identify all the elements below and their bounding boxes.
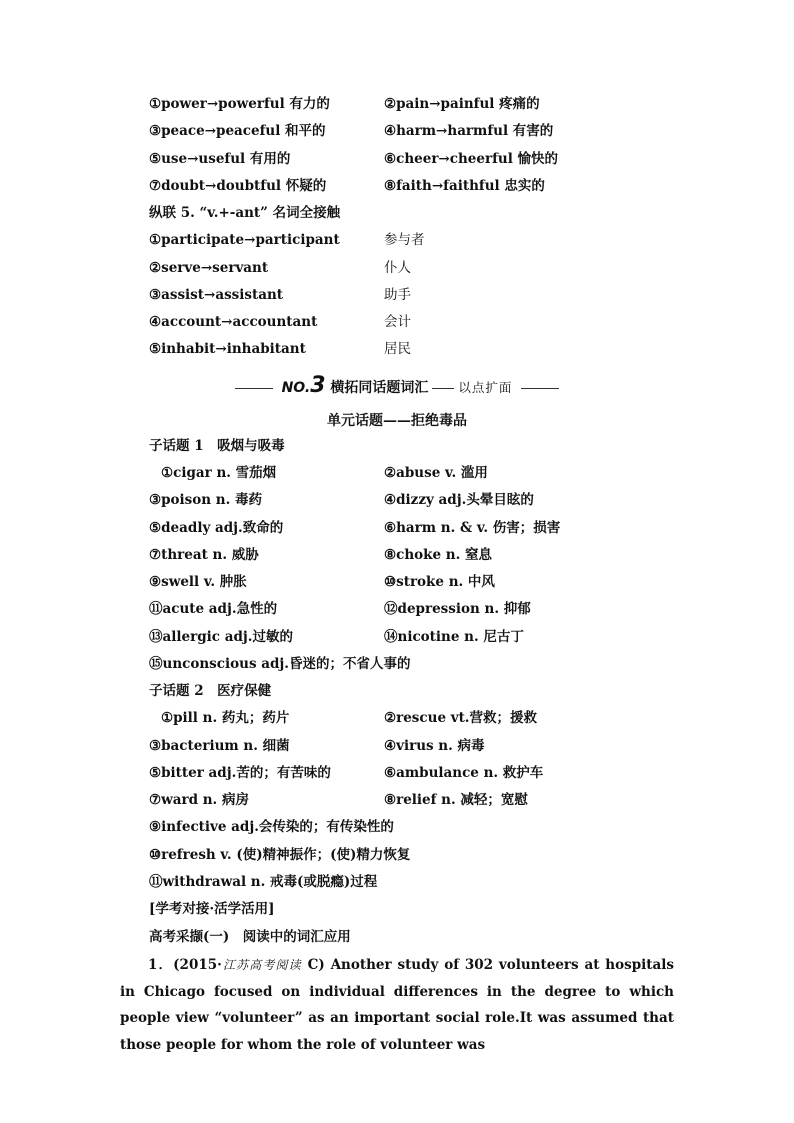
word-pair: ⑦doubt→doubtful 怀疑的 xyxy=(149,178,327,194)
vocab-item: ⑦ward n. 病房 xyxy=(149,792,249,808)
vocab-item: ⑭nicotine n. 尼古丁 xyxy=(384,629,524,645)
passage-lead: 1．(2015· xyxy=(148,957,222,973)
vocab-item: ⑩refresh v. (使)精神振作；(使)精力恢复 xyxy=(149,847,411,863)
vocab-item: ⑮unconscious adj.昏迷的；不省人事的 xyxy=(149,656,411,672)
banner-rule-mid xyxy=(432,388,454,389)
passage-body: C) Another study of 302 volunteers at hospitals in Chicago focused on individual differences in the degree to which people view “volunteer” as an important social role.It was assumed that those people for whom the role of volunteer was xyxy=(120,957,674,1053)
vocab-item: ⑤bitter adj.苦的；有苦味的 xyxy=(149,765,331,781)
word-derivation: ②serve→servant xyxy=(149,260,269,276)
vocab-item: ⑪withdrawal n. 戒毒(或脱瘾)过程 xyxy=(149,874,378,890)
word-pair: ④harm→harmful 有害的 xyxy=(384,123,554,139)
vocab-item: ①cigar n. 雪茄烟 xyxy=(161,465,277,481)
vocab-item: ④dizzy adj.头晕目眩的 xyxy=(384,492,534,508)
word-meaning: 参与者 xyxy=(384,232,425,248)
word-pair: ⑥cheer→cheerful 愉快的 xyxy=(384,151,559,167)
banner-rule-right xyxy=(521,388,559,389)
passage-source: 江苏高考阅读 xyxy=(221,958,302,972)
banner-rule-left xyxy=(235,388,273,389)
vocab-item: ②abuse v. 滥用 xyxy=(384,465,488,481)
banner-number: 3 xyxy=(310,373,326,398)
vocab-item: ⑦threat n. 威胁 xyxy=(149,547,259,563)
word-meaning: 助手 xyxy=(384,287,411,303)
unit-topic: 单元话题——拒绝毒品 xyxy=(327,413,467,429)
word-derivation: ④account→accountant xyxy=(149,314,318,330)
banner-subtitle: 以点扩面 xyxy=(458,380,513,395)
subtopic-heading: 子话题 1 吸烟与吸毒 xyxy=(149,438,285,454)
section-label: 高考采撷(一) 阅读中的词汇应用 xyxy=(149,929,351,945)
vocab-item: ⑧choke n. 窒息 xyxy=(384,547,492,563)
vocab-item: ⑬allergic adj.过敏的 xyxy=(149,629,293,645)
word-pair: ⑤use→useful 有用的 xyxy=(149,151,291,167)
vocab-item: ⑩stroke n. 中风 xyxy=(384,574,495,590)
word-meaning: 居民 xyxy=(384,341,411,357)
reading-passage xyxy=(120,952,674,1058)
word-pair: ③peace→peaceful 和平的 xyxy=(149,123,326,139)
banner-title: 横拓同话题词汇 xyxy=(330,380,429,396)
word-derivation: ⑤inhabit→inhabitant xyxy=(149,341,306,357)
word-pair: ⑧faith→faithful 忠实的 xyxy=(384,178,545,194)
vocab-item: ⑨infective adj.会传染的；有传染性的 xyxy=(149,819,394,835)
word-derivation: ①participate→participant xyxy=(149,232,340,248)
vocab-item: ⑤deadly adj.致命的 xyxy=(149,520,284,536)
word-pair: ②pain→painful 疼痛的 xyxy=(384,96,540,112)
section-banner xyxy=(0,372,794,400)
section-heading: 纵联 5. “v.+-ant” 名词全接触 xyxy=(149,205,341,221)
vocab-item: ⑧relief n. 减轻；宽慰 xyxy=(384,792,528,808)
word-derivation: ③assist→assistant xyxy=(149,287,284,303)
vocab-item: ⑪acute adj.急性的 xyxy=(149,601,278,617)
vocab-item: ⑨swell v. 肿胀 xyxy=(149,574,247,590)
vocab-item: ⑥harm n. & v. 伤害；损害 xyxy=(384,520,561,536)
vocab-item: ②rescue vt.营救；援救 xyxy=(384,710,538,726)
word-pair: ①power→powerful 有力的 xyxy=(149,96,330,112)
vocab-item: ①pill n. 药丸；药片 xyxy=(161,710,290,726)
section-label: [学考对接·活学活用] xyxy=(149,901,275,917)
subtopic-heading: 子话题 2 医疗保健 xyxy=(149,683,272,699)
word-meaning: 会计 xyxy=(384,314,411,330)
vocab-item: ⑫depression n. 抑郁 xyxy=(384,601,531,617)
banner-no: NO. xyxy=(281,380,311,396)
vocab-item: ④virus n. 病毒 xyxy=(384,738,485,754)
vocab-item: ③bacterium n. 细菌 xyxy=(149,738,290,754)
word-meaning: 仆人 xyxy=(384,260,411,276)
vocab-item: ③poison n. 毒药 xyxy=(149,492,263,508)
vocab-item: ⑥ambulance n. 救护车 xyxy=(384,765,544,781)
